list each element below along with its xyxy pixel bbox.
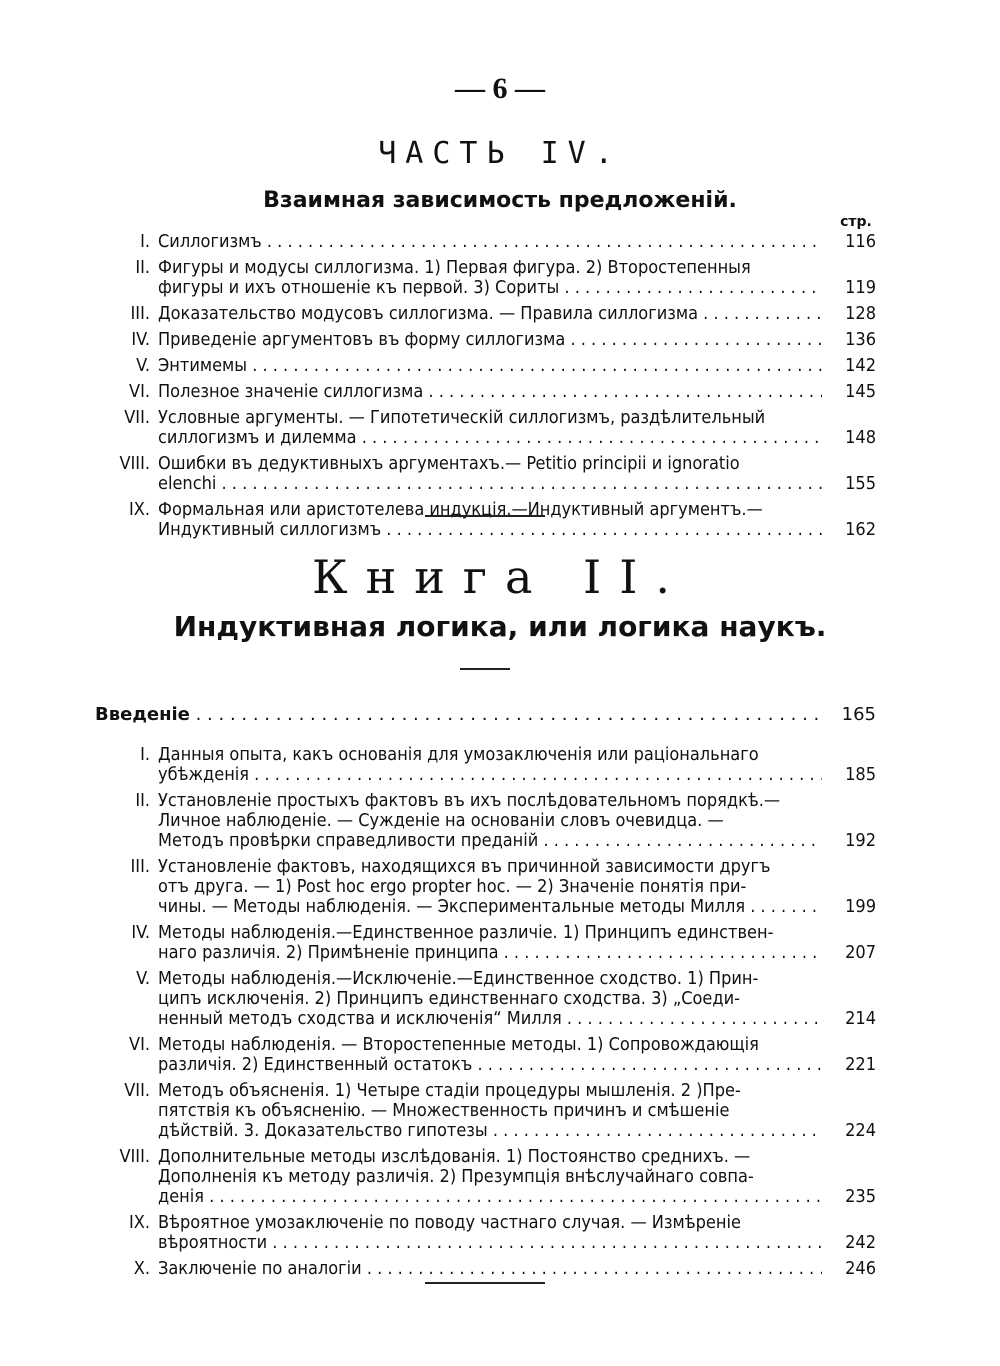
- toc-entry: [0, 356, 1000, 376]
- toc-entry: [0, 1147, 1000, 1207]
- toc-entry-page: 165: [841, 704, 876, 725]
- toc-entry: [0, 258, 1000, 298]
- toc-entry-line: Методы наблюденія.—Исключеніе.—Единственное сходство. 1) Прин-: [158, 969, 759, 989]
- toc-entry-line: Дополненія къ методу различія. 2) Презумпція внѣслучайнаго совпа-: [158, 1167, 754, 1187]
- toc-entry-page: 242: [845, 1232, 876, 1253]
- toc-entry-page: 214: [845, 1008, 876, 1029]
- toc-entry-number: IV.: [131, 922, 150, 943]
- toc-entry-line: Условные аргументы. — Гипотетическій силлогизмъ, раздѣлительный: [158, 408, 766, 428]
- toc-entry-line: наго различія. 2) Примѣненіе принципа . . .: [158, 943, 822, 963]
- part-subtitle: Взаимная зависимость предложеній.: [263, 188, 737, 213]
- toc-entry-page: 162: [845, 519, 876, 540]
- page-number: — 6 —: [455, 72, 545, 105]
- toc-entry-number: II.: [135, 790, 150, 811]
- toc-entry-page: 185: [845, 764, 876, 785]
- toc-entry-line: отъ друга. — 1) Post hoc ergo propter hoc. — 2) Значеніе понятія при-: [158, 877, 747, 897]
- toc-entry-page: 128: [845, 303, 876, 324]
- toc-entry-page: 148: [845, 427, 876, 448]
- toc-entry-line: Вѣроятное умозаключеніе по поводу частнаго случая. — Измѣреніе: [158, 1213, 741, 1233]
- toc-entry: [0, 382, 1000, 402]
- toc-entry-line: Фигуры и модусы силлогизма. 1) Первая фигура. 2) Второстепенныя: [158, 258, 751, 278]
- book-toc: [0, 745, 1000, 1285]
- toc-entry-page: 136: [845, 329, 876, 350]
- toc-entry-line: Заключеніе по аналогіи . . .: [158, 1259, 822, 1279]
- toc-entry-number: II.: [135, 257, 150, 278]
- toc-entry: [0, 454, 1000, 494]
- toc-entry-line: убѣжденія . . .: [158, 765, 822, 785]
- toc-entry-line: Полезное значеніе силлогизма . . .: [158, 382, 822, 402]
- toc-entry-number: VIII.: [119, 1146, 150, 1167]
- toc-entry-line: ненный методъ сходства и исключенія“ Милля . . .: [158, 1009, 822, 1029]
- toc-entry: [0, 923, 1000, 963]
- toc-entry-line: силлогизмъ и дилемма . . .: [158, 428, 822, 448]
- toc-entry: [0, 408, 1000, 448]
- toc-entry-line: Формальная или аристотелева индукція.—Индуктивный аргументъ.—: [158, 500, 763, 520]
- divider-rule: [425, 515, 545, 517]
- toc-entry: [0, 969, 1000, 1029]
- toc-entry-line: elenchi . . .: [158, 474, 822, 494]
- toc-entry-number: IV.: [131, 329, 150, 350]
- toc-entry: [0, 1259, 1000, 1279]
- toc-entry-introduction: [0, 704, 1000, 726]
- toc-entry-page: 246: [845, 1258, 876, 1279]
- toc-entry: [0, 232, 1000, 252]
- toc-entry-number: VII.: [124, 407, 150, 428]
- toc-entry-number: V.: [136, 355, 150, 376]
- toc-entry-page: 235: [845, 1186, 876, 1207]
- toc-entry: [0, 745, 1000, 785]
- toc-entry-line: Методы наблюденія. — Второстепенные методы. 1) Сопровождающія: [158, 1035, 759, 1055]
- toc-entry-page: 145: [845, 381, 876, 402]
- toc-entry-line: дѣйствій. 3. Доказательство гипотезы . . .: [158, 1121, 822, 1141]
- toc-entry: [0, 304, 1000, 324]
- pages-column-header: стр.: [840, 214, 872, 230]
- toc-entry: [0, 500, 1000, 540]
- toc-entry-line: Доказательство модусовъ силлогизма. — Правила силлогизма . . .: [158, 304, 822, 324]
- toc-entry-page: 224: [845, 1120, 876, 1141]
- toc-entry-page: 221: [845, 1054, 876, 1075]
- toc-entry-line: Методъ объясненія. 1) Четыре стадіи процедуры мышленія. 2 )Пре-: [158, 1081, 741, 1101]
- toc-entry-line: фигуры и ихъ отношеніе къ первой. 3) Сориты . . .: [158, 278, 822, 298]
- part-toc: [0, 232, 1000, 546]
- book-title: Книга II.: [311, 550, 689, 604]
- toc-entry-line: Энтимемы . . .: [158, 356, 822, 376]
- toc-entry-line: Индуктивный силлогизмъ . . .: [158, 520, 822, 540]
- toc-entry-line: Данныя опыта, какъ основанія для умозаключенія или раціональнаго: [158, 745, 759, 765]
- toc-entry-number: III.: [130, 303, 150, 324]
- toc-entry-number: IX.: [128, 499, 150, 520]
- divider-rule: [425, 1282, 545, 1284]
- toc-entry-number: III.: [130, 856, 150, 877]
- toc-entry-page: 155: [845, 473, 876, 494]
- toc-entry: [0, 857, 1000, 917]
- toc-entry-line: Силлогизмъ . . .: [158, 232, 822, 252]
- toc-entry-number: I.: [140, 231, 150, 252]
- toc-entry-number: VII.: [124, 1080, 150, 1101]
- toc-entry-line: чины. — Методы наблюденія. — Экспериментальные методы Милля . . .: [158, 897, 822, 917]
- toc-entry: [0, 1081, 1000, 1141]
- book-subtitle: Индуктивная логика, или логика наукъ.: [173, 610, 827, 643]
- toc-entry: [0, 791, 1000, 851]
- toc-entry: [0, 330, 1000, 350]
- toc-entry-line: Ошибки въ дедуктивныхъ аргументахъ.— Petitio principii и ignoratio: [158, 454, 740, 474]
- toc-entry-line: Методъ провѣрки справедливости преданій . . .: [158, 831, 822, 851]
- toc-entry-line: различія. 2) Единственный остатокъ . . .: [158, 1055, 822, 1075]
- toc-entry-number: IX.: [128, 1212, 150, 1233]
- toc-entry-page: 119: [845, 277, 876, 298]
- toc-entry-line: Дополнительные методы изслѣдованія. 1) Постоянство среднихъ. —: [158, 1147, 751, 1167]
- toc-entry-title: Введеніе . . .: [95, 704, 825, 725]
- toc-entry-page: 116: [845, 231, 876, 252]
- toc-entry-line: ципъ исключенія. 2) Принципъ единственнаго сходства. 3) „Соеди-: [158, 989, 740, 1009]
- toc-entry-number: X.: [133, 1258, 150, 1279]
- toc-entry-line: Установленіе простыхъ фактовъ въ ихъ послѣдовательномъ порядкѣ.—: [158, 791, 781, 811]
- divider-rule: [460, 668, 510, 670]
- toc-entry-number: V.: [136, 968, 150, 989]
- toc-entry-line: вѣроятности . . .: [158, 1233, 822, 1253]
- toc-entry-line: Установленіе фактовъ, находящихся въ причинной зависимости другъ: [158, 857, 771, 877]
- toc-entry-number: VI.: [129, 1034, 150, 1055]
- toc-entry-number: VI.: [129, 381, 150, 402]
- part-title: ЧАСТЬ IV.: [378, 136, 622, 171]
- toc-entry-page: 199: [845, 896, 876, 917]
- toc-entry-number: I.: [140, 744, 150, 765]
- toc-entry-line: Личное наблюденіе. — Сужденіе на основаніи словъ очевидца. —: [158, 811, 724, 831]
- toc-entry-page: 142: [845, 355, 876, 376]
- toc-entry-line: Приведеніе аргументовъ въ форму силлогизма . . .: [158, 330, 822, 350]
- toc-entry: [0, 1213, 1000, 1253]
- toc-entry-line: пятствія къ объясненію. — Множественность причинъ и смѣшеніе: [158, 1101, 730, 1121]
- toc-entry-page: 192: [845, 830, 876, 851]
- toc-entry-line: Методы наблюденія.—Единственное различіе. 1) Принципъ единствен-: [158, 923, 774, 943]
- toc-entry: [0, 1035, 1000, 1075]
- toc-entry-number: VIII.: [119, 453, 150, 474]
- toc-entry-page: 207: [845, 942, 876, 963]
- toc-entry-line: денія . . .: [158, 1187, 822, 1207]
